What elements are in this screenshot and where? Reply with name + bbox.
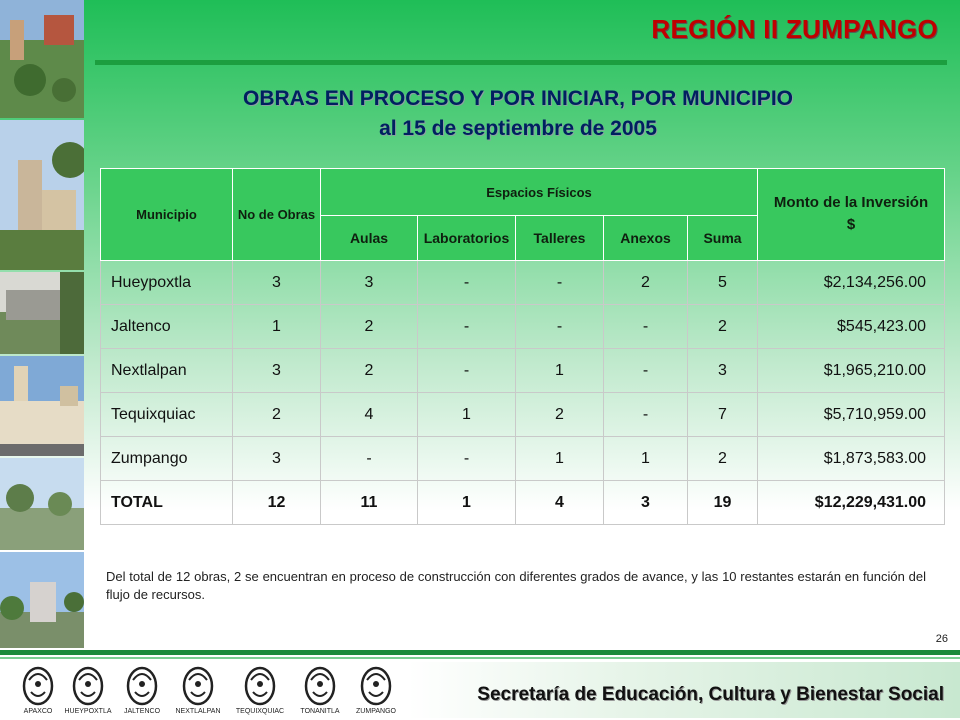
cell-talleres: - [516,261,604,305]
region-title: REGIÓN II ZUMPANGO [651,14,938,44]
cell-anexos: 3 [604,481,688,525]
cell-no-obras: 3 [233,261,321,305]
header-no-obras: No de Obras [233,169,321,261]
church-photo [0,120,84,270]
nextlalpan-glyph-icon [179,664,217,708]
table-row [101,305,945,349]
cell-municipio: Tequixquiac [101,393,233,437]
tequixquiac-glyph-icon [241,664,279,708]
header-divider [95,60,947,65]
logo-label: NEXTLALPAN [175,708,221,715]
header-aulas: Aulas [321,216,418,261]
header-anexos: Anexos [604,216,688,261]
cell-laboratorios: 1 [418,481,516,525]
page-number: 26 [935,633,948,645]
cell-anexos: - [604,393,688,437]
cell-laboratorios: - [418,437,516,481]
town-plaza-photo [0,0,84,118]
logo-label: HUEYPOXTLA [64,708,112,715]
cell-suma: 7 [688,393,758,437]
cell-no-obras: 2 [233,393,321,437]
cell-talleres: 2 [516,393,604,437]
header-monto [758,169,945,261]
apaxco-glyph-icon [19,664,57,708]
cell-talleres: - [516,305,604,349]
logo-label: JALTENCO [123,708,161,715]
zumpango-glyph-icon [357,664,395,708]
cell-laboratorios: - [418,261,516,305]
header-monto-label: Monto de la Inversión [773,194,929,211]
obras-table-container [100,168,944,525]
cell-monto: $2,134,256.00 [758,261,945,305]
cell-anexos: - [604,305,688,349]
building-photo [0,272,84,354]
cell-no-obras: 3 [233,437,321,481]
cell-monto: $1,965,210.00 [758,349,945,393]
cell-aulas: 2 [321,305,418,349]
cell-monto: $5,710,959.00 [758,393,945,437]
park-photo [0,458,84,550]
cell-municipio: Nextlalpan [101,349,233,393]
cell-municipio: Hueypoxtla [101,261,233,305]
cell-suma: 19 [688,481,758,525]
jaltenco-glyph-icon [123,664,161,708]
kiosk-photo [0,552,84,648]
organization-name: Secretaría de Educación, Cultura y Bienestar Social [477,684,944,705]
logo-label: APAXCO [23,708,53,715]
table-row [101,349,945,393]
cell-suma: 3 [688,349,758,393]
header-row-1 [101,169,945,216]
cell-suma: 2 [688,305,758,349]
cell-anexos: 1 [604,437,688,481]
table-row [101,261,945,305]
hueypoxtla-glyph-icon [69,664,107,708]
table-body [101,261,945,525]
footnote-text: Del total de 12 obras, 2 se encuentran en proceso de construcción con diferentes grados de avance, y las 10 restantes estarán en función del flujo de recursos. [106,569,926,602]
cell-municipio: Jaltenco [101,305,233,349]
cell-aulas: 3 [321,261,418,305]
cell-talleres: 1 [516,437,604,481]
cell-monto: $1,873,583.00 [758,437,945,481]
cell-talleres: 1 [516,349,604,393]
page-title [100,84,936,144]
palace-photo [0,356,84,456]
logo-label: TONANITLA [300,708,340,715]
cell-laboratorios: - [418,349,516,393]
cell-municipio: TOTAL [101,481,233,525]
cell-monto: $12,229,431.00 [758,481,945,525]
header-laboratorios: Laboratorios [418,216,516,261]
cell-no-obras: 3 [233,349,321,393]
obras-table [100,168,945,525]
tonanitla-glyph-icon [301,664,339,708]
cell-no-obras: 12 [233,481,321,525]
header-municipio: Municipio [101,169,233,261]
total-row [101,481,945,525]
cell-talleres: 4 [516,481,604,525]
table-row [101,393,945,437]
title-line-1: OBRAS EN PROCESO Y POR INICIAR, POR MUNICIPIO [243,87,793,110]
cell-anexos: 2 [604,261,688,305]
header-suma: Suma [688,216,758,261]
cell-suma: 2 [688,437,758,481]
header-monto-unit: $ [846,216,856,233]
cell-aulas: 2 [321,349,418,393]
table-row [101,437,945,481]
footer-divider [0,650,960,655]
cell-laboratorios: - [418,305,516,349]
photo-strip [0,0,84,648]
cell-aulas: 4 [321,393,418,437]
cell-suma: 5 [688,261,758,305]
header-talleres: Talleres [516,216,604,261]
cell-aulas: 11 [321,481,418,525]
cell-anexos: - [604,349,688,393]
logo-label: ZUMPANGO [356,708,396,715]
cell-municipio: Zumpango [101,437,233,481]
logo-label: TEQUIXQUIAC [235,708,285,715]
title-line-2: al 15 de septiembre de 2005 [379,117,657,140]
cell-no-obras: 1 [233,305,321,349]
header-espacios-fisicos: Espacios Físicos [321,169,758,216]
cell-laboratorios: 1 [418,393,516,437]
cell-monto: $545,423.00 [758,305,945,349]
cell-aulas: - [321,437,418,481]
